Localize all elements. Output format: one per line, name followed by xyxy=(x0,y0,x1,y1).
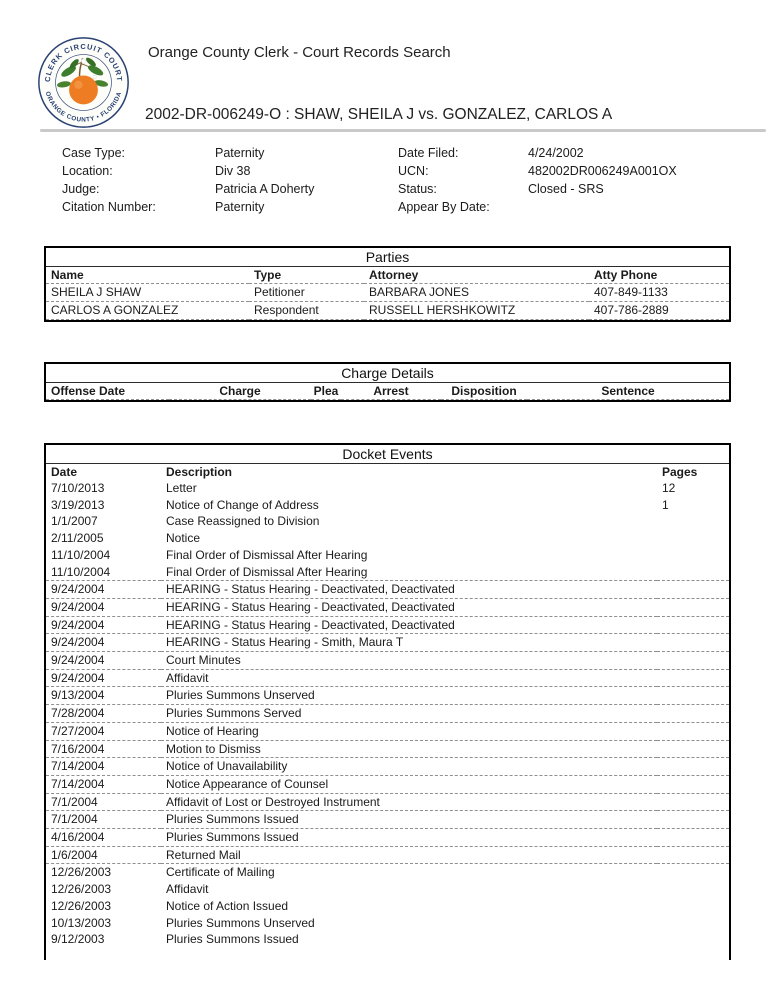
parties-col-name: Name xyxy=(46,267,249,284)
ucn-value: 482002DR006249A001OX xyxy=(528,164,677,178)
charges-col-sentence: Sentence xyxy=(527,383,729,400)
cell xyxy=(657,581,729,599)
cell xyxy=(657,722,729,740)
cell: Notice of Action Issued xyxy=(166,898,289,913)
charges-col-arrest: Arrest xyxy=(341,383,441,400)
cell: 7/10/2013 xyxy=(51,481,105,495)
docket-header-row xyxy=(46,464,729,480)
appear-by-date-value xyxy=(528,198,722,216)
cell: 12/26/2003 xyxy=(51,882,112,897)
docket-row xyxy=(46,581,729,599)
cell: Notice xyxy=(166,531,201,546)
docket-events-body xyxy=(46,480,729,948)
docket-row xyxy=(46,931,729,948)
cell: Certificate of Mailing xyxy=(166,865,275,880)
cell xyxy=(657,898,729,915)
parties-section xyxy=(44,246,731,322)
judge-label: Judge: xyxy=(62,182,100,196)
docket-row xyxy=(46,898,729,915)
cell: BARBARA JONES xyxy=(364,284,589,302)
cell: Notice of Unavailability xyxy=(161,758,657,776)
case-type-value: Paternity xyxy=(215,146,265,160)
cell: HEARING - Status Hearing - Smith, Maura T xyxy=(161,634,657,652)
location-value: Div 38 xyxy=(215,164,251,178)
docket-row xyxy=(46,705,729,723)
cell: HEARING - Status Hearing - Deactivated, Deactivated xyxy=(161,598,657,616)
date-filed-label: Date Filed: xyxy=(398,146,459,160)
cell: 9/13/2004 xyxy=(46,687,161,705)
docket-row xyxy=(46,811,729,829)
parties-header-row xyxy=(46,267,729,284)
seal-bottom-text: ORANGE COUNTY • FLORIDA xyxy=(43,90,124,124)
cell: 9/24/2004 xyxy=(46,581,161,599)
cell: 11/10/2004 xyxy=(51,547,111,562)
cell: CARLOS A GONZALEZ xyxy=(46,302,249,320)
cell xyxy=(657,652,729,670)
docket-row xyxy=(46,793,729,811)
citation-number-label: Citation Number: xyxy=(62,200,156,214)
cell: Returned Mail xyxy=(161,846,657,864)
cell: 407-786-2889 xyxy=(589,302,729,320)
cell: 9/24/2004 xyxy=(46,634,161,652)
status-value: Closed - SRS xyxy=(528,182,604,196)
cell xyxy=(657,598,729,616)
charges-col-offense-date: Offense Date xyxy=(46,383,169,400)
cell: Affidavit xyxy=(161,669,657,687)
parties-col-type: Type xyxy=(249,267,364,284)
parties-body xyxy=(46,284,729,320)
cell: 3/19/2013 xyxy=(51,497,105,512)
parties-table xyxy=(46,267,729,320)
docket-row xyxy=(46,513,729,530)
cell: 9/12/2003 xyxy=(51,932,105,947)
case-type-label: Case Type: xyxy=(62,146,126,160)
docket-row xyxy=(46,564,729,581)
charge-details-section xyxy=(44,362,731,402)
cell: Letter xyxy=(166,481,197,495)
docket-events-title: Docket Events xyxy=(46,445,729,464)
docket-row xyxy=(46,687,729,705)
cell: Notice of Change of Address xyxy=(166,497,319,512)
charge-details-header-row xyxy=(46,383,729,400)
appear-by-date-label: Appear By Date: xyxy=(398,200,490,214)
docket-row xyxy=(46,480,729,497)
docket-row xyxy=(46,881,729,898)
cell: 9/24/2004 xyxy=(46,669,161,687)
cell xyxy=(657,758,729,776)
cell xyxy=(657,547,729,564)
cell: Motion to Dismiss xyxy=(161,740,657,758)
ucn-label: UCN: xyxy=(398,164,429,178)
docket-events-section xyxy=(44,443,731,960)
cell xyxy=(657,669,729,687)
cell xyxy=(657,634,729,652)
judge-value: Patricia A Doherty xyxy=(215,182,315,196)
cell xyxy=(657,793,729,811)
cell xyxy=(657,564,729,581)
docket-col-date: Date xyxy=(51,465,78,479)
date-filed-value: 4/24/2002 xyxy=(528,146,584,160)
parties-col-attorney: Attorney xyxy=(364,267,589,284)
cell: Pluries Summons Unserved xyxy=(161,687,657,705)
cell: 12/26/2003 xyxy=(51,898,112,913)
case-number-title: 2002-DR-006249-O : SHAW, SHEILA J vs. GONZALEZ, CARLOS A xyxy=(145,106,613,123)
cell: RUSSELL HERSHKOWITZ xyxy=(364,302,589,320)
cell: 1/1/2007 xyxy=(51,514,98,529)
docket-row xyxy=(46,634,729,652)
cell: 7/1/2004 xyxy=(46,793,161,811)
cell: Notice Appearance of Counsel xyxy=(161,775,657,793)
seal-orange-highlight xyxy=(74,81,82,89)
cell: 7/16/2004 xyxy=(46,740,161,758)
location-label: Location: xyxy=(62,164,113,178)
docket-row xyxy=(46,652,729,670)
cell: SHEILA J SHAW xyxy=(46,284,249,302)
cell: Case Reassigned to Division xyxy=(166,514,320,529)
county-seal-logo xyxy=(37,36,130,129)
cell: 12/26/2003 xyxy=(51,865,112,880)
docket-row xyxy=(46,530,729,547)
cell xyxy=(657,811,729,829)
seal-orange-fruit xyxy=(69,76,98,105)
docket-row xyxy=(46,740,729,758)
docket-row xyxy=(46,864,729,881)
docket-row xyxy=(46,616,729,634)
cell: 1 xyxy=(662,497,669,512)
party-row xyxy=(46,284,729,302)
cell xyxy=(657,775,729,793)
cell: Pluries Summons Served xyxy=(161,705,657,723)
cell: 12 xyxy=(662,481,676,495)
cell xyxy=(657,530,729,547)
cell: 7/14/2004 xyxy=(46,758,161,776)
cell: Pluries Summons Unserved xyxy=(166,915,315,930)
docket-row xyxy=(46,722,729,740)
case-info-grid xyxy=(62,144,722,216)
cell: Pluries Summons Issued xyxy=(161,811,657,829)
cell xyxy=(657,846,729,864)
docket-events-table xyxy=(46,464,729,948)
cell xyxy=(657,829,729,847)
charge-details-table xyxy=(46,383,729,400)
cell: 9/24/2004 xyxy=(46,598,161,616)
cell: 407-849-1133 xyxy=(589,284,729,302)
cell xyxy=(657,513,729,530)
cell xyxy=(657,931,729,948)
docket-row xyxy=(46,758,729,776)
status-label: Status: xyxy=(398,182,437,196)
docket-row xyxy=(46,846,729,864)
charges-col-disposition: Disposition xyxy=(441,383,527,400)
seal-top-text: CLERK CIRCUIT COURT xyxy=(42,42,125,83)
cell: 7/14/2004 xyxy=(46,775,161,793)
docket-row xyxy=(46,497,729,514)
header-divider xyxy=(40,129,766,132)
cell: Affidavit of Lost or Destroyed Instrument xyxy=(161,793,657,811)
cell: Pluries Summons Issued xyxy=(166,932,299,947)
cell: Petitioner xyxy=(249,284,364,302)
charges-col-charge: Charge xyxy=(169,383,311,400)
docket-row xyxy=(46,829,729,847)
docket-col-description: Description xyxy=(166,465,233,479)
cell xyxy=(657,740,729,758)
cell: 9/24/2004 xyxy=(46,616,161,634)
cell xyxy=(657,616,729,634)
cell: 2/11/2005 xyxy=(51,531,104,546)
cell: Court Minutes xyxy=(161,652,657,670)
cell: 7/28/2004 xyxy=(46,705,161,723)
cell xyxy=(657,687,729,705)
docket-row xyxy=(46,547,729,564)
cell: Respondent xyxy=(249,302,364,320)
charges-col-plea: Plea xyxy=(311,383,341,400)
cell xyxy=(657,881,729,898)
parties-title: Parties xyxy=(46,248,729,267)
cell: 4/16/2004 xyxy=(46,829,161,847)
cell: HEARING - Status Hearing - Deactivated, Deactivated xyxy=(161,581,657,599)
party-row xyxy=(46,302,729,320)
cell: HEARING - Status Hearing - Deactivated, Deactivated xyxy=(161,616,657,634)
cell: Final Order of Dismissal After Hearing xyxy=(166,547,368,562)
cell: 1/6/2004 xyxy=(46,846,161,864)
cell xyxy=(657,864,729,881)
docket-row xyxy=(46,915,729,932)
cell: Affidavit xyxy=(166,882,209,897)
page-title: Orange County Clerk - Court Records Search xyxy=(148,44,451,61)
cell: 9/24/2004 xyxy=(46,652,161,670)
cell: Final Order of Dismissal After Hearing xyxy=(161,564,657,581)
docket-row xyxy=(46,669,729,687)
parties-col-atty-phone: Atty Phone xyxy=(589,267,729,284)
cell: Notice of Hearing xyxy=(161,722,657,740)
cell: 11/10/2004 xyxy=(46,564,161,581)
docket-row xyxy=(46,775,729,793)
cell xyxy=(657,705,729,723)
charge-details-title: Charge Details xyxy=(46,364,729,383)
cell: 7/27/2004 xyxy=(46,722,161,740)
cell: 7/1/2004 xyxy=(46,811,161,829)
citation-number-value: Paternity xyxy=(215,200,265,214)
cell xyxy=(657,915,729,932)
docket-row xyxy=(46,598,729,616)
cell: 10/13/2003 xyxy=(51,915,112,930)
cell: Pluries Summons Issued xyxy=(161,829,657,847)
docket-col-pages: Pages xyxy=(662,465,698,479)
